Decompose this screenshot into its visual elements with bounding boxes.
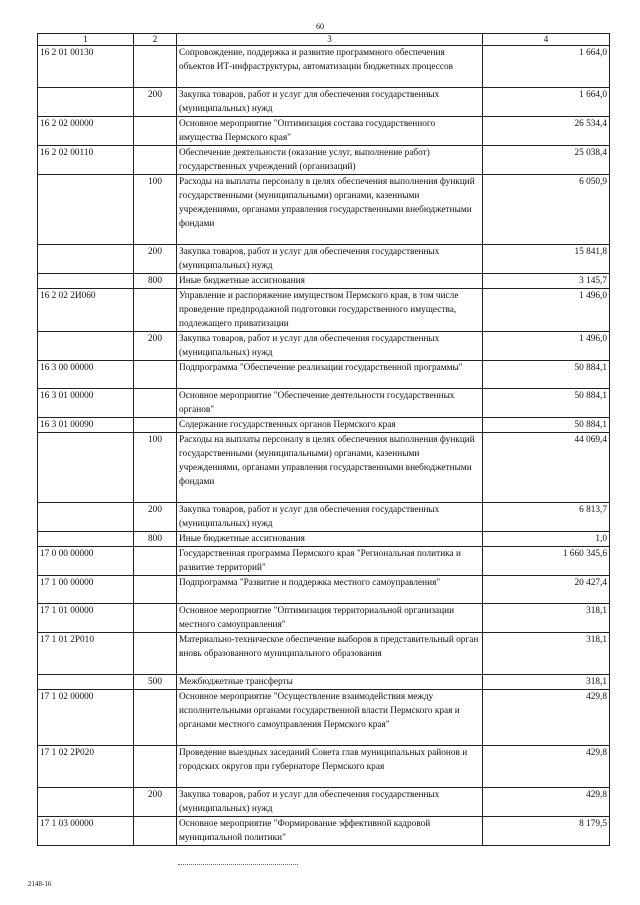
code-cell: 17 1 01 2Р010	[38, 633, 134, 675]
table-row	[38, 274, 610, 289]
code-cell: 16 2 02 2И060	[38, 289, 134, 332]
table-row	[38, 547, 610, 576]
table-row	[38, 532, 610, 547]
expense-type-cell	[134, 289, 177, 332]
expense-type-cell: 800	[134, 274, 177, 289]
table-row	[38, 503, 610, 532]
table-row	[38, 289, 610, 332]
amount-cell: 429,8	[483, 690, 610, 746]
description-cell: Закупка товаров, работ и услуг для обеспечения государственных (муниципальных) нужд	[177, 88, 483, 117]
expense-type-cell	[134, 817, 177, 846]
expense-type-cell	[134, 746, 177, 788]
header-col-1: 1	[38, 34, 134, 46]
description-cell: Закупка товаров, работ и услуг для обеспечения государственных (муниципальных) нужд	[177, 788, 483, 817]
code-cell	[38, 88, 134, 117]
description-cell: Подпрограмма "Обеспечение реализации государственной программы"	[177, 361, 483, 389]
code-cell: 17 0 00 00000	[38, 547, 134, 576]
amount-cell: 44 069,4	[483, 433, 610, 503]
table-row	[38, 675, 610, 690]
table-row	[38, 332, 610, 361]
description-cell: Расходы на выплаты персоналу в целях обеспечения выполнения функций государственными (муниципальными) органами, казенными учреждениями, органами управления государственными внебюджетными фондами	[177, 175, 483, 245]
description-cell: Материально-техническое обеспечение выборов в представительный орган вновь образованного муниципального образования	[177, 633, 483, 675]
table-row	[38, 633, 610, 675]
amount-cell: 429,8	[483, 788, 610, 817]
code-cell: 16 3 01 00090	[38, 418, 134, 433]
expense-type-cell	[134, 576, 177, 604]
header-col-4: 4	[483, 34, 610, 46]
table-row	[38, 604, 610, 633]
amount-cell: 318,1	[483, 675, 610, 690]
document-code: 2148-16	[28, 880, 52, 888]
description-cell: Основное мероприятие "Обеспечение деятельности государственных органов"	[177, 389, 483, 418]
amount-cell: 15 841,8	[483, 245, 610, 274]
description-cell: Основное мероприятие "Осуществление взаимодействия между исполнительными органами государственной власти Пермского края и органами местного самоуправления Пермского края"	[177, 690, 483, 746]
header-col-2: 2	[134, 34, 177, 46]
amount-cell: 26 534,4	[483, 117, 610, 146]
description-cell: Проведение выездных заседаний Совета глав муниципальных районов и городских округов при губернаторе Пермского края	[177, 746, 483, 788]
description-cell: Иные бюджетные ассигнования	[177, 532, 483, 547]
code-cell	[38, 788, 134, 817]
table-body	[38, 46, 610, 846]
table-row	[38, 746, 610, 788]
table-row	[38, 46, 610, 88]
amount-cell: 1 660 345,6	[483, 547, 610, 576]
description-cell: Закупка товаров, работ и услуг для обеспечения государственных (муниципальных) нужд	[177, 503, 483, 532]
code-cell: 17 1 02 00000	[38, 690, 134, 746]
expense-type-cell	[134, 690, 177, 746]
amount-cell: 50 884,1	[483, 418, 610, 433]
expense-type-cell: 100	[134, 433, 177, 503]
expense-type-cell: 200	[134, 503, 177, 532]
table-row	[38, 433, 610, 503]
description-cell: Основное мероприятие "Оптимизация территориальной организации местного самоуправления"	[177, 604, 483, 633]
table-row	[38, 146, 610, 175]
separator-line	[178, 864, 298, 865]
code-cell: 16 2 01 00130	[38, 46, 134, 88]
table-row	[38, 117, 610, 146]
expense-type-cell	[134, 633, 177, 675]
expense-type-cell: 200	[134, 245, 177, 274]
table-row	[38, 418, 610, 433]
description-cell: Межбюджетные трансферты	[177, 675, 483, 690]
expense-type-cell	[134, 418, 177, 433]
code-cell: 16 2 02 00110	[38, 146, 134, 175]
amount-cell: 1,0	[483, 532, 610, 547]
code-cell: 16 2 02 00000	[38, 117, 134, 146]
expense-type-cell: 100	[134, 175, 177, 245]
table-row	[38, 361, 610, 389]
table-row	[38, 576, 610, 604]
description-cell: Подпрограмма "Развитие и поддержка местного самоуправления"	[177, 576, 483, 604]
table-row	[38, 817, 610, 846]
description-cell: Основное мероприятие "Оптимизация состава государственного имущества Пермского края"	[177, 117, 483, 146]
expense-type-cell	[134, 604, 177, 633]
amount-cell: 429,8	[483, 746, 610, 788]
expense-type-cell	[134, 547, 177, 576]
expense-type-cell: 200	[134, 788, 177, 817]
code-cell	[38, 675, 134, 690]
description-cell: Закупка товаров, работ и услуг для обеспечения государственных (муниципальных) нужд	[177, 245, 483, 274]
code-cell	[38, 332, 134, 361]
budget-table	[37, 33, 610, 846]
description-cell: Иные бюджетные ассигнования	[177, 274, 483, 289]
code-cell	[38, 503, 134, 532]
amount-cell: 1 664,0	[483, 88, 610, 117]
description-cell: Управление и распоряжение имуществом Пермского края, в том числе проведение предпродажной подготовки государственного имущества, подлежащего приватизации	[177, 289, 483, 332]
table-row	[38, 175, 610, 245]
page-number: 60	[316, 22, 324, 31]
code-cell	[38, 245, 134, 274]
code-cell	[38, 433, 134, 503]
table-row	[38, 389, 610, 418]
table-row	[38, 88, 610, 117]
amount-cell: 50 884,1	[483, 361, 610, 389]
table-row	[38, 788, 610, 817]
amount-cell: 318,1	[483, 604, 610, 633]
description-cell: Содержание государственных органов Пермского края	[177, 418, 483, 433]
expense-type-cell	[134, 46, 177, 88]
amount-cell: 1 496,0	[483, 332, 610, 361]
description-cell: Государственная программа Пермского края "Региональная политика и развитие территорий"	[177, 547, 483, 576]
code-cell: 16 3 00 00000	[38, 361, 134, 389]
amount-cell: 8 179,5	[483, 817, 610, 846]
description-cell: Расходы на выплаты персоналу в целях обеспечения выполнения функций государственными (муниципальными) органами, казенными учреждениями, органами управления государственными внебюджетными фондами	[177, 433, 483, 503]
amount-cell: 20 427,4	[483, 576, 610, 604]
code-cell	[38, 175, 134, 245]
header-col-3: 3	[177, 34, 483, 46]
expense-type-cell	[134, 361, 177, 389]
description-cell: Закупка товаров, работ и услуг для обеспечения государственных (муниципальных) нужд	[177, 332, 483, 361]
description-cell: Основное мероприятие "Формирование эффективной кадровой муниципальной политики"	[177, 817, 483, 846]
description-cell: Сопровождение, поддержка и развитие программного обеспечения объектов ИТ-инфраструктуры, автоматизации бюджетных процессов	[177, 46, 483, 88]
code-cell: 17 1 01 00000	[38, 604, 134, 633]
code-cell: 16 3 01 00000	[38, 389, 134, 418]
amount-cell: 6 050,9	[483, 175, 610, 245]
expense-type-cell: 200	[134, 88, 177, 117]
table-row	[38, 690, 610, 746]
expense-type-cell: 200	[134, 332, 177, 361]
code-cell: 17 1 00 00000	[38, 576, 134, 604]
amount-cell: 25 038,4	[483, 146, 610, 175]
amount-cell: 1 664,0	[483, 46, 610, 88]
code-cell: 17 1 03 00000	[38, 817, 134, 846]
amount-cell: 318,1	[483, 633, 610, 675]
code-cell	[38, 274, 134, 289]
expense-type-cell	[134, 117, 177, 146]
amount-cell: 6 813,7	[483, 503, 610, 532]
amount-cell: 50 884,1	[483, 389, 610, 418]
amount-cell: 3 145,7	[483, 274, 610, 289]
expense-type-cell	[134, 389, 177, 418]
amount-cell: 1 496,0	[483, 289, 610, 332]
expense-type-cell: 800	[134, 532, 177, 547]
table-row	[38, 245, 610, 274]
table-header-row	[38, 34, 610, 46]
expense-type-cell: 500	[134, 675, 177, 690]
code-cell	[38, 532, 134, 547]
expense-type-cell	[134, 146, 177, 175]
description-cell: Обеспечение деятельности (оказание услуг, выполнение работ) государственных учреждений (организаций)	[177, 146, 483, 175]
code-cell: 17 1 02 2Р020	[38, 746, 134, 788]
